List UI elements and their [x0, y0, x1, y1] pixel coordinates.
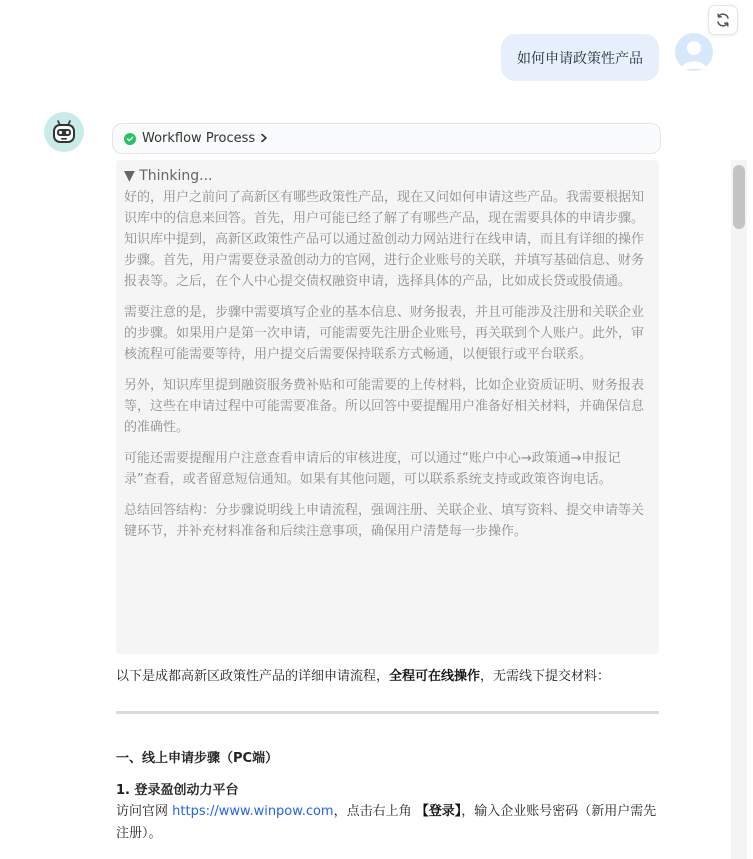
step-heading: 1. 登录盈创动力平台 — [116, 783, 239, 798]
user-avatar-icon — [675, 33, 713, 71]
thinking-paragraph: 好的，用户之前问了高新区有哪些政策性产品，现在又问如何申请这些产品。我需要根据知识库中的信息来回答。首先，用户可能已经了解了有哪些产品，现在需要具体的申请步骤。 — [124, 190, 645, 226]
thinking-paragraph: 知识库中提到，高新区政策性产品可以通过盈创动力网站进行在线申请，而且有详细的操作步骤。首先，用户需要登录盈创动力的官网，进行企业账号的关联，并填写基础信息、财务报表等。之后，在个人中心提交债权融资申请，选择具体的产品，比如成长贷或股债通。 — [124, 232, 645, 289]
thinking-paragraph: 总结回答结构：分步骤说明线上申请流程，强调注册、关联企业、填写资料、提交申请等关键环节，并补充材料准备和后续注意事项，确保用户清楚每一步操作。 — [124, 503, 645, 539]
step-body — [116, 801, 661, 845]
thinking-paragraph: 可能还需要提醒用户注意查看申请后的审核进度，可以通过“账户中心→政策通→申报记录”查看，或者留意短信通知。如果有其他问题，可以联系系统支持或政策咨询电话。 — [124, 451, 621, 487]
success-check-icon — [124, 133, 136, 145]
workflow-label: Workflow Process — [142, 131, 256, 146]
answer-intro — [116, 666, 661, 688]
step-body-mid: ，点击右上角 — [333, 804, 416, 819]
robot-icon — [50, 118, 78, 146]
thinking-toggle[interactable]: ▼ Thinking... — [124, 168, 213, 184]
refresh-button[interactable] — [708, 5, 738, 35]
answer-intro-prefix: 以下是成都高新区政策性产品的详细申请流程， — [116, 669, 390, 684]
refresh-icon — [715, 12, 731, 28]
thinking-panel — [116, 160, 659, 654]
user-message-text: 如何申请政策性产品 — [517, 50, 643, 67]
bot-avatar — [44, 112, 84, 152]
answer-intro-suffix: ，无需线下提交材料： — [480, 669, 611, 684]
scrollbar-track[interactable] — [731, 160, 747, 859]
user-message-bubble — [501, 34, 659, 81]
workflow-process-toggle[interactable] — [112, 123, 661, 154]
user-avatar[interactable] — [675, 33, 713, 71]
section-heading: 一、线上申请步骤（PC端） — [116, 751, 279, 766]
login-label: 【登录】 — [415, 804, 462, 819]
step-body-suffix: ，输入企业账号密码（新用户需先注册）。 — [116, 804, 657, 841]
thinking-paragraph: 另外，知识库里提到融资服务费补贴和可能需要的上传材料，比如企业资质证明、财务报表等，这些在申请过程中可能需要准备。所以回答中要提醒用户准备好相关材料，并确保信息的准确性。 — [124, 378, 645, 435]
scrollbar-thumb[interactable] — [733, 165, 745, 229]
thinking-paragraph: 需要注意的是，步骤中需要填写企业的基本信息、财务报表，并且可能涉及注册和关联企业的步骤。如果用户是第一次申请，可能需要先注册企业账号，再关联到个人账户。此外，审核流程可能需要等待，用户提交后需要保持联系方式畅通，以便银行或平台联系。 — [124, 305, 645, 362]
step-body-prefix: 访问官网 — [116, 804, 173, 819]
divider — [116, 711, 659, 714]
winpow-link[interactable]: https://www.winpow.com — [172, 804, 334, 819]
chevron-right-icon — [260, 132, 268, 146]
answer-intro-bold: 全程可在线操作 — [389, 669, 481, 684]
